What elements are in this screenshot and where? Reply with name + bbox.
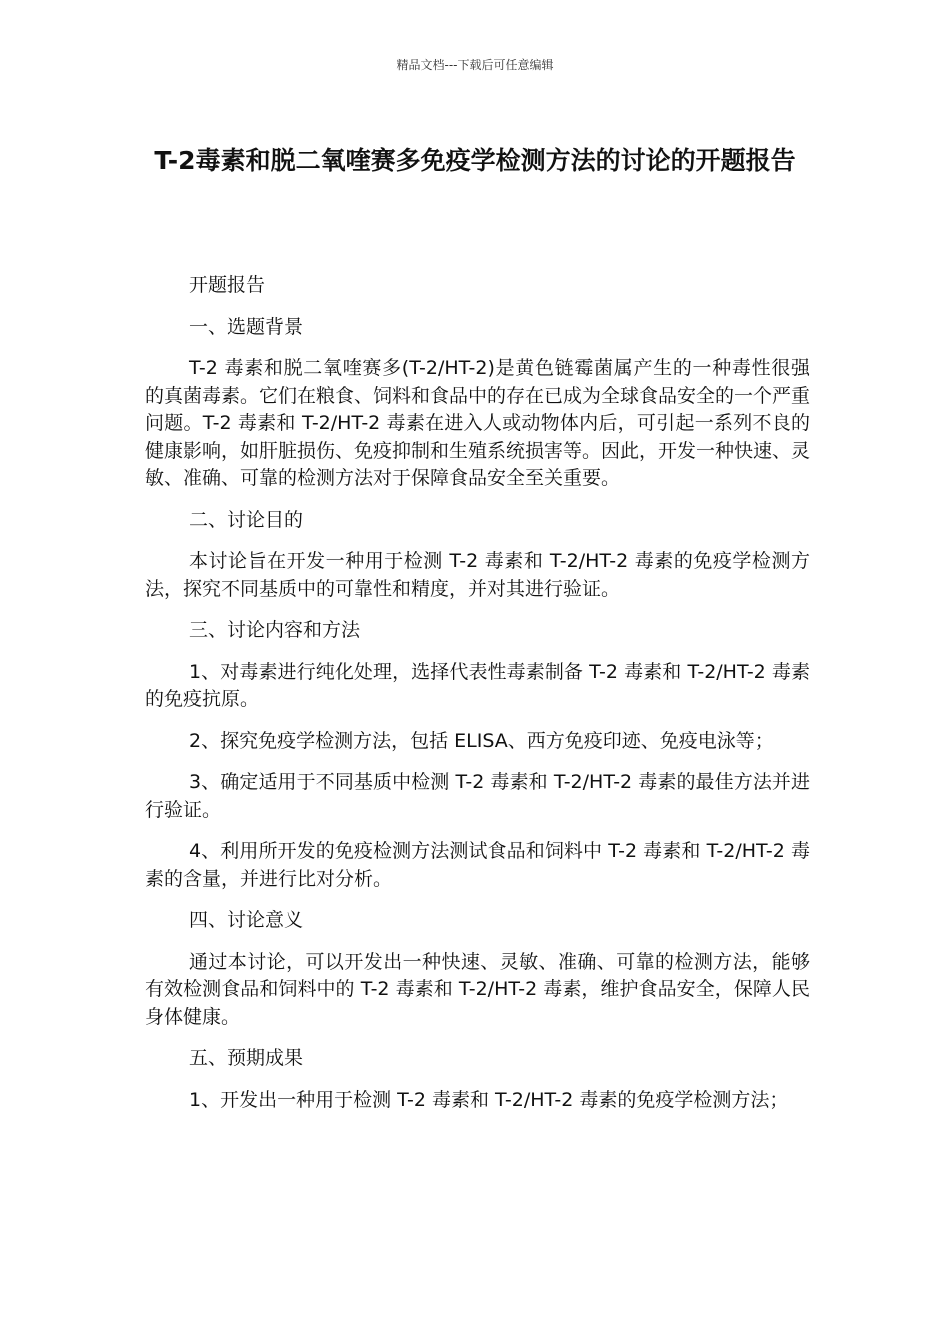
list-item-method-4: 4、利用所开发的免疫检测方法测试食品和饲料中 T-2 毒素和 T-2/HT-2 毒素的含量，并进行比对分析。 (145, 840, 810, 890)
list-item-result-1: 1、开发出一种用于检测 T-2 毒素和 T-2/HT-2 毒素的免疫学检测方法； (189, 1088, 789, 1111)
list-item-method-3: 3、确定适用于不同基质中检测 T-2 毒素和 T-2/HT-2 毒素的最佳方法并进行验证。 (145, 771, 810, 821)
section-heading-expected-results: 五、预期成果 (189, 1047, 304, 1069)
page-header-note: 精品文档---下载后可任意编辑 (396, 58, 554, 72)
section-heading-purpose: 二、讨论目的 (189, 508, 304, 531)
paragraph-significance: 通过本讨论，可以开发出一种快速、灵敏、准确、可靠的检测方法，能够有效检测食品和饲料中的 T-2 毒素和 T-2/HT-2 毒素，维护食品安全，保障人民身体健康。 (145, 950, 810, 1028)
list-item-method-2: 2、探究免疫学检测方法，包括 ELISA、西方免疫印迹、免疫电泳等； (189, 729, 774, 752)
document-body (145, 272, 810, 1128)
list-item-method-1: 1、对毒素进行纯化处理，选择代表性毒素制备 T-2 毒素和 T-2/HT-2 毒素的免疫抗原。 (145, 660, 810, 710)
section-heading-content-methods: 三、讨论内容和方法 (189, 619, 361, 641)
section-heading-background: 一、选题背景 (189, 315, 304, 338)
paragraph-background: T-2 毒素和脱二氧喹赛多(T-2/HT-2)是黄色链霉菌属产生的一种毒性很强的真菌毒素。它们在粮食、饲料和食品中的存在已成为全球食品安全的一个严重问题。T-2 毒素和 T-2/HT-2 毒素在进入人或动物体内后，可引起一系列不良的健康影响，如肝脏损伤、免疫抑制和生殖系统损害等。因此，开发一种快速、灵敏、准确、可靠的检测方法对于保障食品安全至关重要。 (145, 357, 811, 489)
document-title: T-2毒素和脱二氧喹赛多免疫学检测方法的讨论的开题报告 (154, 146, 796, 175)
section-heading-report: 开题报告 (189, 274, 266, 296)
paragraph-purpose: 本讨论旨在开发一种用于检测 T-2 毒素和 T-2/HT-2 毒素的免疫学检测方法，探究不同基质中的可靠性和精度，并对其进行验证。 (145, 550, 810, 600)
section-heading-significance: 四、讨论意义 (189, 909, 304, 931)
